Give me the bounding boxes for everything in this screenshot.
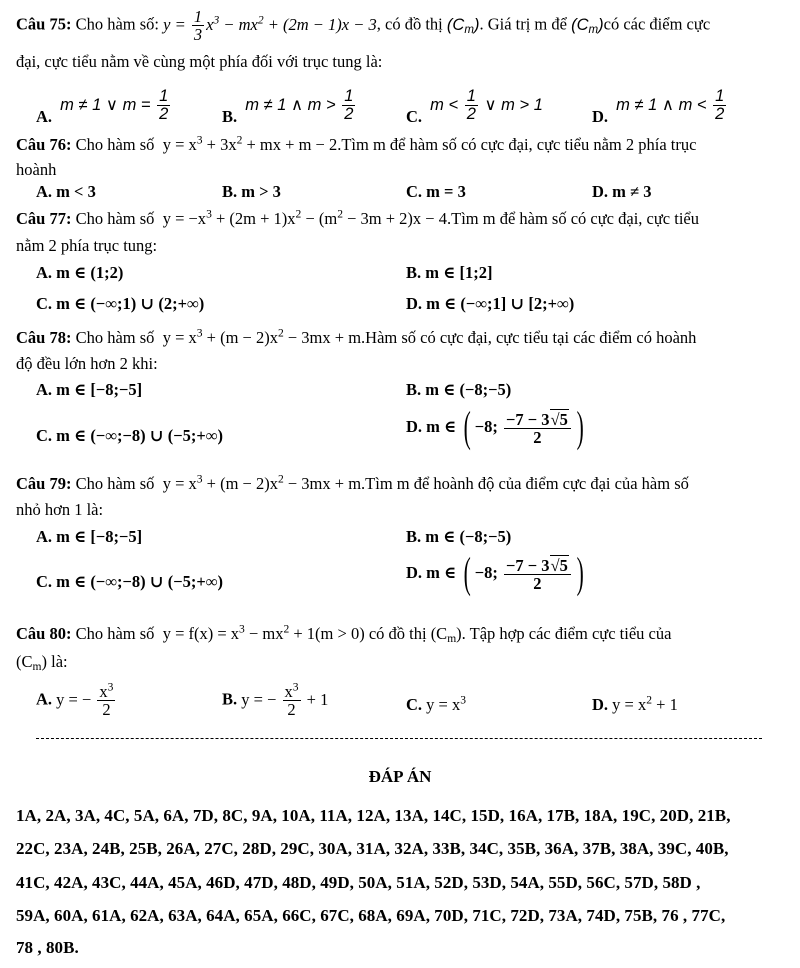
q77-function: $y = -x^3 + (2m + 1)x^2 - (m^2 - 3m + 2)x - 4$: [158, 208, 447, 228]
q76-option-d[interactable]: D. m ≠ 3: [592, 182, 652, 201]
q78-option-d[interactable]: D. m ∈ ( −8; $\frac{-7 - 3√5}{2}$ ): [406, 404, 584, 451]
q79-option-d[interactable]: D. m ∈ ( −8; $\frac{-7 - 3√5}{2}$ ): [406, 550, 584, 597]
q76-stem-line2: hoành: [16, 160, 57, 179]
q79-option-a[interactable]: A. m ∈ [−8;−5]: [36, 527, 143, 546]
answers-line: 41C, 42A, 43C, 44A, 45A, 46D, 47D, 48D, 49D, 50A, 51A, 52D, 53D, 54A, 55D, 56C, 57D, 58D ,: [16, 873, 701, 892]
q79-function: $y = x^3 + (m - 2)x^2 - 3mx + m$: [158, 473, 362, 493]
q78-function: $y = x^3 + (m - 2)x^2 - 3mx + m$: [158, 327, 362, 347]
q76-label: Câu 76:: [16, 135, 72, 154]
q77-option-d[interactable]: D. m ∈ (−∞;1] ∪ [2;+∞): [406, 294, 575, 313]
q78-option-a[interactable]: A. m ∈ [−8;−5]: [36, 380, 143, 399]
q80-stem: Câu 80: Cho hàm số $y = f(x) = x^3 - mx^2 + 1(m > 0)$ có đồ thị $(C_m)$. Tập hợp các điểm cực tiểu của: [16, 623, 672, 645]
q75-option-c[interactable]: C. m < $\frac{1}{2}$ ∨ m > 1: [406, 87, 543, 127]
q76-function: $y = x^3 + 3x^2$ + mx + m − 2: [158, 134, 338, 154]
q78-stem-line2: độ đều lớn hơn 2 khi:: [16, 354, 158, 373]
q78-label: Câu 78:: [16, 328, 72, 347]
answers-line: 1A, 2A, 3A, 4C, 5A, 6A, 7D, 8C, 9A, 10A, 11A, 12A, 13A, 14C, 15D, 16A, 17B, 18A, 19C, 20D, 21B,: [16, 806, 731, 825]
q75-stem: Câu 75: Cho hàm số: y = $\frac{1}{3}$ $x^3 - mx^2 + (2m - 1)x - 3$, có đồ thị $(C_m)$. Giá trị m để $(C_m)có$ các điểm cực: [16, 7, 711, 45]
q79-stem: Câu 79: Cho hàm số $y = x^3 + (m - 2)x^2 - 3mx$ + m.Tìm m để hoành độ của điểm cực đại của hàm số: [16, 473, 689, 493]
q75-option-b[interactable]: B. m ≠ 1 ∧ m > $\frac{1}{2}$: [222, 87, 354, 127]
q77-label: Câu 77:: [16, 209, 72, 228]
answers-line: 22C, 23A, 24B, 25B, 26A, 27C, 28D, 29C, 30A, 31A, 32A, 33B, 34C, 35B, 36A, 37B, 38A, 39C, 40B,: [16, 839, 729, 858]
q75-option-a[interactable]: A. m ≠ 1 ∨ m = $\frac{1}{2}$: [36, 87, 169, 127]
q77-stem: Câu 77: Cho hàm số $y = -x^3 + (2m + 1)x^2 - (m^2 - 3m + 2)x$ − 4.Tìm m để hàm số có cực đại, cực tiểu: [16, 208, 699, 228]
q75-label: Câu 75:: [16, 14, 72, 34]
q76-option-b[interactable]: B. m > 3: [222, 182, 281, 201]
q79-option-b[interactable]: B. m ∈ (−8;−5): [406, 527, 512, 546]
q77-stem-line2: nằm 2 phía trục tung:: [16, 236, 158, 255]
q80-option-b[interactable]: B. y = − $\frac{x^3}{2}$ + 1: [222, 681, 329, 720]
q75-option-d[interactable]: D. m ≠ 1 ∧ m < $\frac{1}{2}$: [592, 87, 725, 127]
q76-stem: Câu 76: Cho hàm số $y = x^3 + 3x^2$ + mx + m − 2.Tìm m để hàm số có cực đại, cực tiểu nằm 2 phía trục: [16, 134, 697, 154]
q79-option-c[interactable]: C. m ∈ (−∞;−8) ∪ (−5;+∞): [36, 572, 224, 591]
q80-stem-line2: $(C_m)$ là:: [16, 652, 68, 673]
q75-function: y = $\frac{1}{3}$ $x^3 - mx^2 + (2m - 1)x - 3$: [163, 7, 377, 45]
q78-option-c[interactable]: C. m ∈ (−∞;−8) ∪ (−5;+∞): [36, 426, 224, 445]
q80-option-d[interactable]: D. $y = x^2 + 1$: [592, 694, 678, 714]
answers-title: ĐÁP ÁN: [368, 767, 432, 786]
q78-stem: Câu 78: Cho hàm số $y = x^3 + (m - 2)x^2 - 3mx$ + m.Hàm số có cực đại, cực tiểu tại các điểm có hoành: [16, 327, 697, 347]
answers-line: 78 , 80B.: [16, 938, 79, 957]
q76-option-c[interactable]: C. m = 3: [406, 182, 466, 201]
q80-function: $y = f(x) = x^3 - mx^2 + 1(m > 0)$: [158, 623, 365, 643]
q77-option-c[interactable]: C. m ∈ (−∞;1) ∪ (2;+∞): [36, 294, 205, 313]
q76-option-a[interactable]: A. m < 3: [36, 182, 96, 201]
q77-option-a[interactable]: A. m ∈ (1;2): [36, 263, 124, 282]
answers-line: 59A, 60A, 61A, 62A, 63A, 64A, 65A, 66C, 67C, 68A, 69A, 70D, 71C, 72D, 73A, 74D, 75B, 76 , 77C,: [16, 906, 726, 925]
q77-option-b[interactable]: B. m ∈ [1;2]: [406, 263, 493, 282]
q80-label: Câu 80:: [16, 624, 72, 643]
q78-option-b[interactable]: B. m ∈ (−8;−5): [406, 380, 512, 399]
section-divider: [36, 738, 762, 739]
q79-label: Câu 79:: [16, 474, 72, 493]
q80-option-a[interactable]: A. y = − $\frac{x^3}{2}$: [36, 681, 114, 720]
q80-option-c[interactable]: C. $y = x^3$: [406, 694, 467, 714]
q79-stem-line2: nhỏ hơn 1 là:: [16, 500, 104, 519]
q75-stem-line2: đại, cực tiểu nằm về cùng một phía đối với trục tung là:: [16, 52, 383, 71]
